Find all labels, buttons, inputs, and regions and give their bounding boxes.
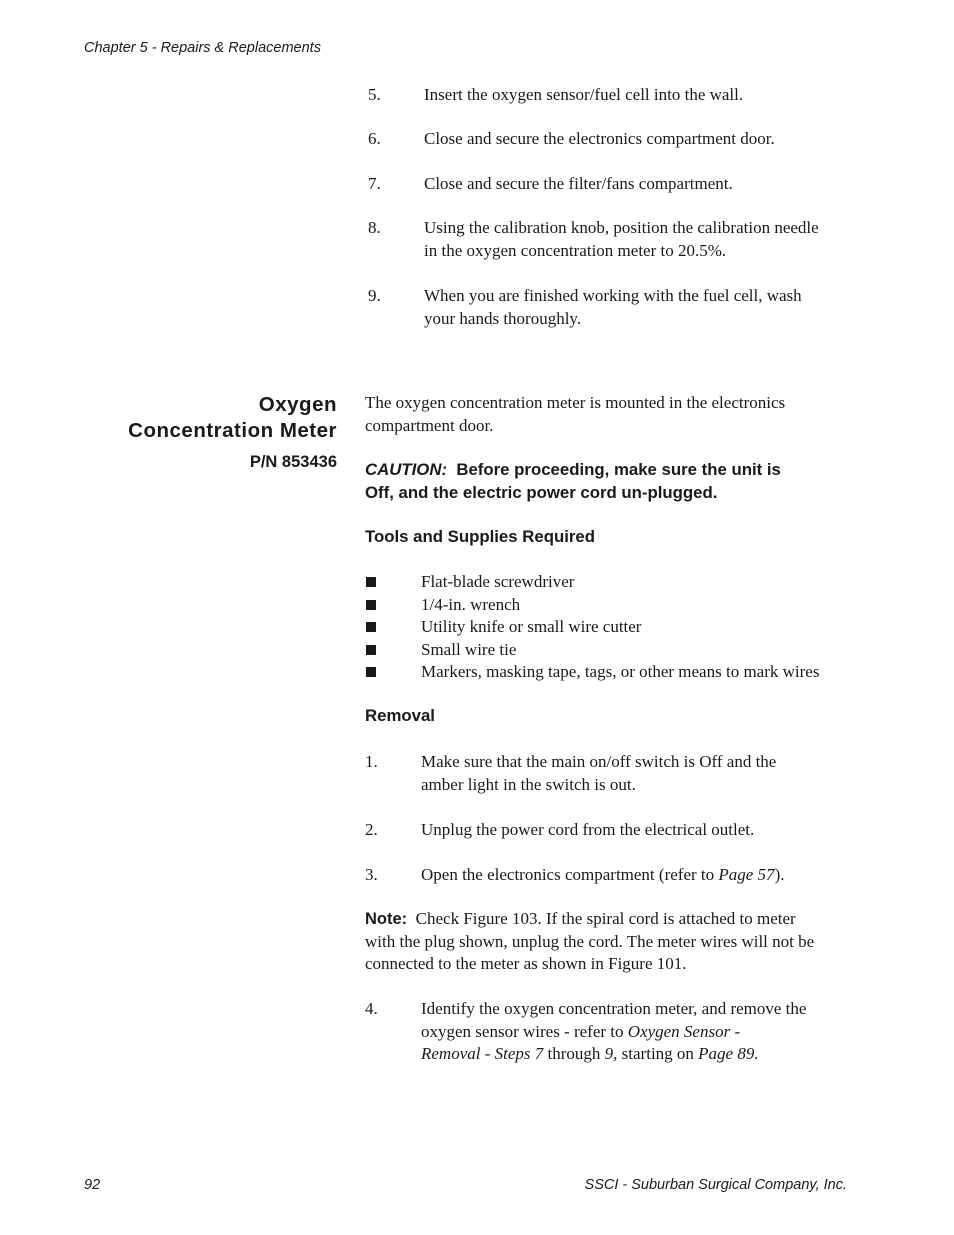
- tool-text: Flat-blade screwdriver: [421, 572, 575, 591]
- tools-list: [0, 571, 954, 691]
- page-header: Chapter 5 - Repairs & Replacements: [84, 40, 321, 56]
- removal-steps-list: [365, 751, 845, 891]
- section-title: [128, 392, 337, 444]
- tool-text: Utility knife or small wire cutter: [421, 617, 642, 636]
- step-text: Unplug the power cord from the electrical outlet.: [421, 820, 755, 839]
- step-text: Insert the oxygen sensor/fuel cell into the wall.: [424, 85, 744, 104]
- step-number: 3.: [365, 865, 378, 884]
- tool-text: Markers, masking tape, tags, or other means to mark wires: [421, 662, 820, 681]
- section-reference: Oxygen Sensor -: [627, 1021, 741, 1041]
- square-bullet-icon: [365, 599, 377, 611]
- list-item: [0, 661, 954, 684]
- step-number: 2.: [365, 820, 378, 839]
- step-text: Close and secure the filter/fans compartment.: [424, 174, 733, 193]
- square-bullet-icon: [365, 666, 377, 678]
- caution-text-line: Before proceeding, make sure the unit is: [456, 460, 781, 479]
- page-reference: Page 89.: [698, 1044, 759, 1063]
- removal-heading: Removal: [365, 706, 435, 725]
- step-text-line: Using the calibration knob, position the calibration needle: [424, 218, 819, 237]
- page-reference: Page 57: [718, 865, 775, 884]
- caution-label: CAUTION:: [365, 460, 448, 479]
- step-text-post: starting on: [617, 1044, 699, 1063]
- note-block: [365, 908, 845, 976]
- note-text-line: with the plug shown, unplug the cord. The meter wires will not be: [365, 931, 815, 951]
- step-text-mid: through: [543, 1044, 605, 1063]
- top-steps-list: [368, 84, 848, 344]
- step-number: 4.: [365, 999, 378, 1018]
- section-reference: Removal - Steps 7: [421, 1044, 544, 1063]
- step-number: 1.: [365, 752, 378, 771]
- caution-block: [365, 458, 845, 504]
- tool-text: 1/4-in. wrench: [421, 594, 521, 614]
- step-text-line: Identify the oxygen concentration meter, and remove the: [421, 999, 807, 1018]
- list-item: [0, 616, 954, 639]
- step-text-line: [421, 1043, 759, 1066]
- step-text: Close and secure the electronics compartment door.: [424, 129, 775, 148]
- note-text-line: connected to the meter as shown in Figure 101.: [365, 954, 687, 973]
- step-text-line: amber light in the switch is out.: [421, 775, 636, 794]
- note-label: Note:: [365, 910, 408, 928]
- intro-line: The oxygen concentration meter is mounted in the electronics: [365, 393, 786, 412]
- step-number: 6.: [368, 129, 381, 148]
- step-text-line: When you are finished working with the fuel cell, wash: [424, 286, 802, 305]
- removal-step-4: [365, 998, 845, 1068]
- step-text-pre: oxygen sensor wires - refer to: [421, 1021, 628, 1041]
- step-number: 7.: [368, 174, 381, 193]
- list-item: [0, 594, 954, 617]
- step-text-line: Make sure that the main on/off switch is Off and the: [421, 752, 777, 771]
- caution-text-line: Off, and the electric power cord un-plugged.: [365, 483, 718, 502]
- step-number: 5.: [368, 85, 381, 104]
- square-bullet-icon: [365, 644, 377, 656]
- step-number: 9.: [368, 286, 381, 305]
- tool-text: Small wire tie: [421, 639, 517, 659]
- step-number: 8.: [368, 218, 381, 237]
- square-bullet-icon: [365, 621, 377, 633]
- section-title-line: Concentration Meter: [128, 419, 337, 442]
- tools-heading: Tools and Supplies Required: [365, 527, 595, 546]
- step-text: [421, 864, 784, 887]
- list-item: [0, 571, 954, 594]
- intro-paragraph: [365, 392, 845, 437]
- step-text-line: [421, 1021, 740, 1044]
- step-text-pre: Open the electronics compartment (refer to: [421, 865, 719, 884]
- part-number: P/N 853436: [249, 453, 337, 471]
- intro-line: compartment door.: [365, 415, 494, 435]
- section-title-line: Oxygen: [258, 393, 337, 416]
- step-reference: 9,: [604, 1044, 618, 1063]
- page-number: 92: [84, 1177, 101, 1193]
- step-text-post: ).: [774, 865, 785, 884]
- footer-company: SSCI - Suburban Surgical Company, Inc.: [584, 1177, 847, 1193]
- square-bullet-icon: [365, 576, 377, 588]
- note-text-line: Check Figure 103. If the spiral cord is attached to meter: [415, 909, 796, 928]
- list-item: [0, 639, 954, 662]
- step-text-line: in the oxygen concentration meter to 20.5%.: [424, 241, 727, 260]
- step-text-line: your hands thoroughly.: [424, 309, 582, 328]
